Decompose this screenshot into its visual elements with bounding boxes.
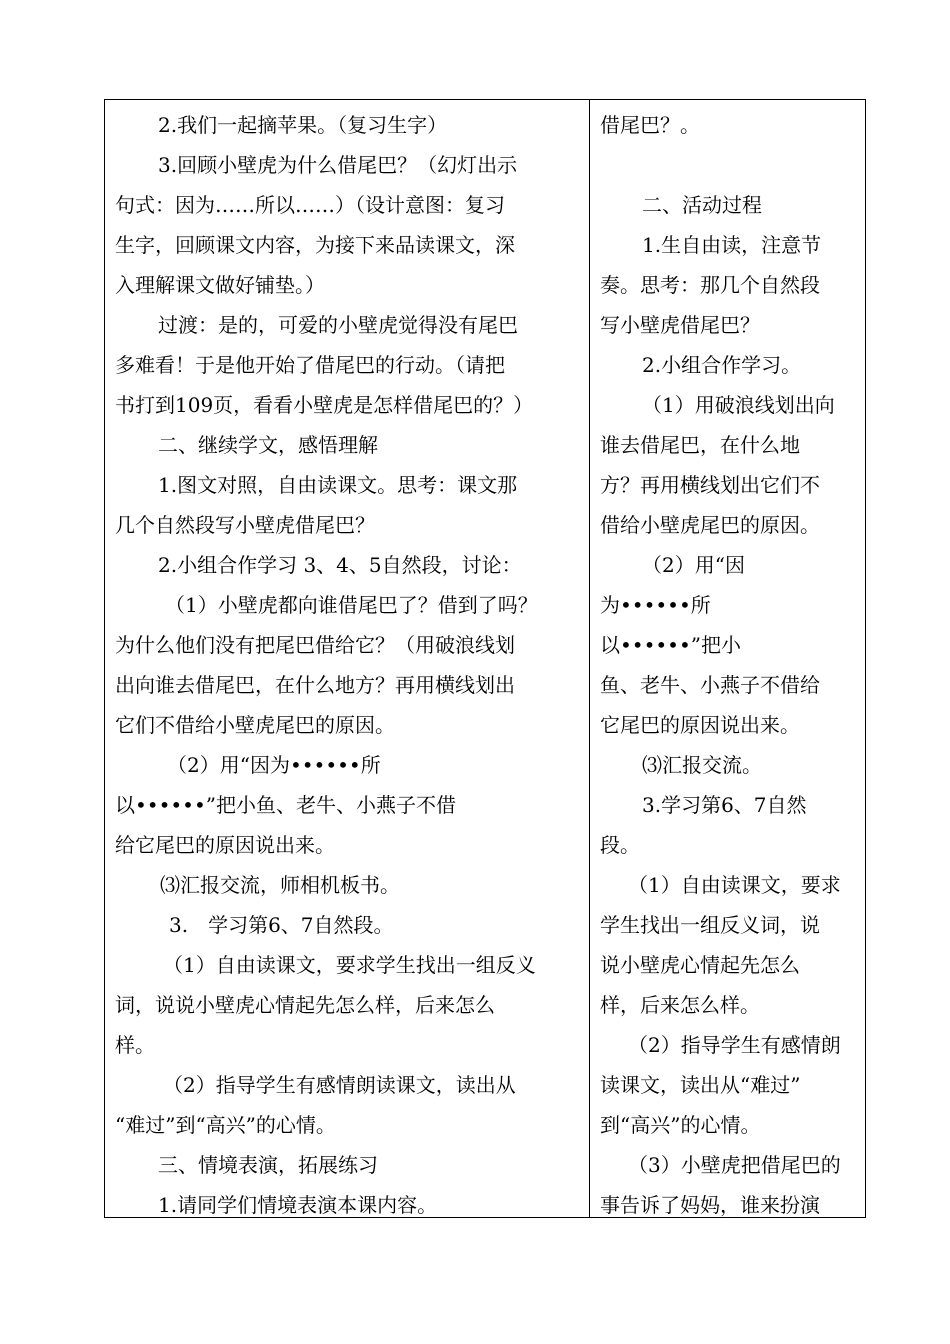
left-line: 为什么他们没有把尾巴借给它？（用破浪线划 — [115, 633, 515, 657]
lesson-plan-table — [104, 99, 866, 1218]
left-line: 多难看！于是他开始了借尾巴的行动。（请把 — [115, 353, 505, 377]
right-line: （1）自由读课文，要求 — [628, 873, 841, 897]
right-line: ⑶汇报交流。 — [642, 753, 762, 777]
left-line: 1.请同学们情境表演本课内容。 — [158, 1193, 438, 1217]
right-line: 1.生自由读，注意节 — [642, 233, 822, 257]
right-line: 说小壁虎心情起先怎么 — [600, 953, 800, 977]
right-line: 为••••••所 — [600, 593, 711, 617]
right-line: 奏。思考：那几个自然段 — [600, 273, 820, 297]
left-line: 句式：因为……所以……）（设计意图：复习 — [115, 193, 505, 217]
right-line: 样，后来怎么样。 — [600, 993, 760, 1017]
left-line: 过渡：是的，可爱的小壁虎觉得没有尾巴 — [158, 313, 518, 337]
column-divider — [589, 100, 590, 1217]
right-line: 借给小壁虎尾巴的原因。 — [600, 513, 820, 537]
right-line: 二、活动过程 — [642, 193, 762, 217]
left-line: 出向谁去借尾巴，在什么地方？再用横线划出 — [115, 673, 515, 697]
right-line: 以••••••”把小 — [600, 633, 742, 657]
left-line: “难过”到“高兴”的心情。 — [115, 1113, 336, 1137]
left-line: 入理解课文做好铺垫。） — [115, 273, 325, 297]
left-line: （1）自由读课文，要求学生找出一组反义 — [163, 953, 536, 977]
right-line: 谁去借尾巴，在什么地 — [600, 433, 800, 457]
right-line: 3.学习第6、7自然 — [642, 793, 807, 817]
right-line: 段。 — [600, 833, 640, 857]
left-line: 以••••••”把小鱼、老牛、小燕子不借 — [115, 793, 457, 817]
right-line: 借尾巴？。 — [600, 113, 700, 137]
right-line: 读课文，读出从“难过” — [600, 1073, 801, 1097]
right-line: （2）用“因 — [642, 553, 745, 577]
left-line: 几个自然段写小壁虎借尾巴？ — [115, 513, 375, 537]
left-line: （1）小壁虎都向谁借尾巴了？借到了吗？ — [165, 593, 538, 617]
left-line: 它们不借给小壁虎尾巴的原因。 — [115, 713, 395, 737]
right-line: （1）用破浪线划出向 — [642, 393, 835, 417]
right-line: （3）小壁虎把借尾巴的 — [628, 1153, 841, 1177]
left-line: 2.小组合作学习 3、4、5自然段，讨论： — [158, 553, 522, 577]
left-line: 三、情境表演，拓展练习 — [158, 1153, 378, 1177]
right-line: 到“高兴”的心情。 — [600, 1113, 761, 1137]
left-line: 词，说说小壁虎心情起先怎么样，后来怎么 — [115, 993, 495, 1017]
left-line: 3. 学习第6、7自然段。 — [169, 913, 394, 937]
left-line: 样。 — [115, 1033, 155, 1057]
left-line: 生字，回顾课文内容，为接下来品读课文，深 — [115, 233, 515, 257]
left-line: （2）指导学生有感情朗读课文，读出从 — [163, 1073, 516, 1097]
right-line: （2）指导学生有感情朗 — [628, 1033, 841, 1057]
right-line: 方？再用横线划出它们不 — [600, 473, 820, 497]
left-line: 给它尾巴的原因说出来。 — [115, 833, 335, 857]
left-line: 书打到109页，看看小壁虎是怎样借尾巴的？） — [115, 393, 534, 417]
right-line: 事告诉了妈妈，谁来扮演 — [600, 1193, 820, 1217]
left-line: （2）用“因为••••••所 — [167, 753, 381, 777]
right-line: 它尾巴的原因说出来。 — [600, 713, 800, 737]
right-line: 2.小组合作学习。 — [642, 353, 802, 377]
right-line: 鱼、老牛、小燕子不借给 — [600, 673, 820, 697]
left-line: 3.回顾小壁虎为什么借尾巴？（幻灯出示 — [158, 153, 518, 177]
left-line: 2.我们一起摘苹果。（复习生字） — [158, 113, 448, 137]
right-line: 学生找出一组反义词，说 — [600, 913, 820, 937]
left-line: 1.图文对照，自由读课文。思考：课文那 — [158, 473, 518, 497]
left-line: 二、继续学文，感悟理解 — [158, 433, 378, 457]
right-line: 写小壁虎借尾巴？ — [600, 313, 760, 337]
left-line: ⑶汇报交流，师相机板书。 — [160, 873, 400, 897]
